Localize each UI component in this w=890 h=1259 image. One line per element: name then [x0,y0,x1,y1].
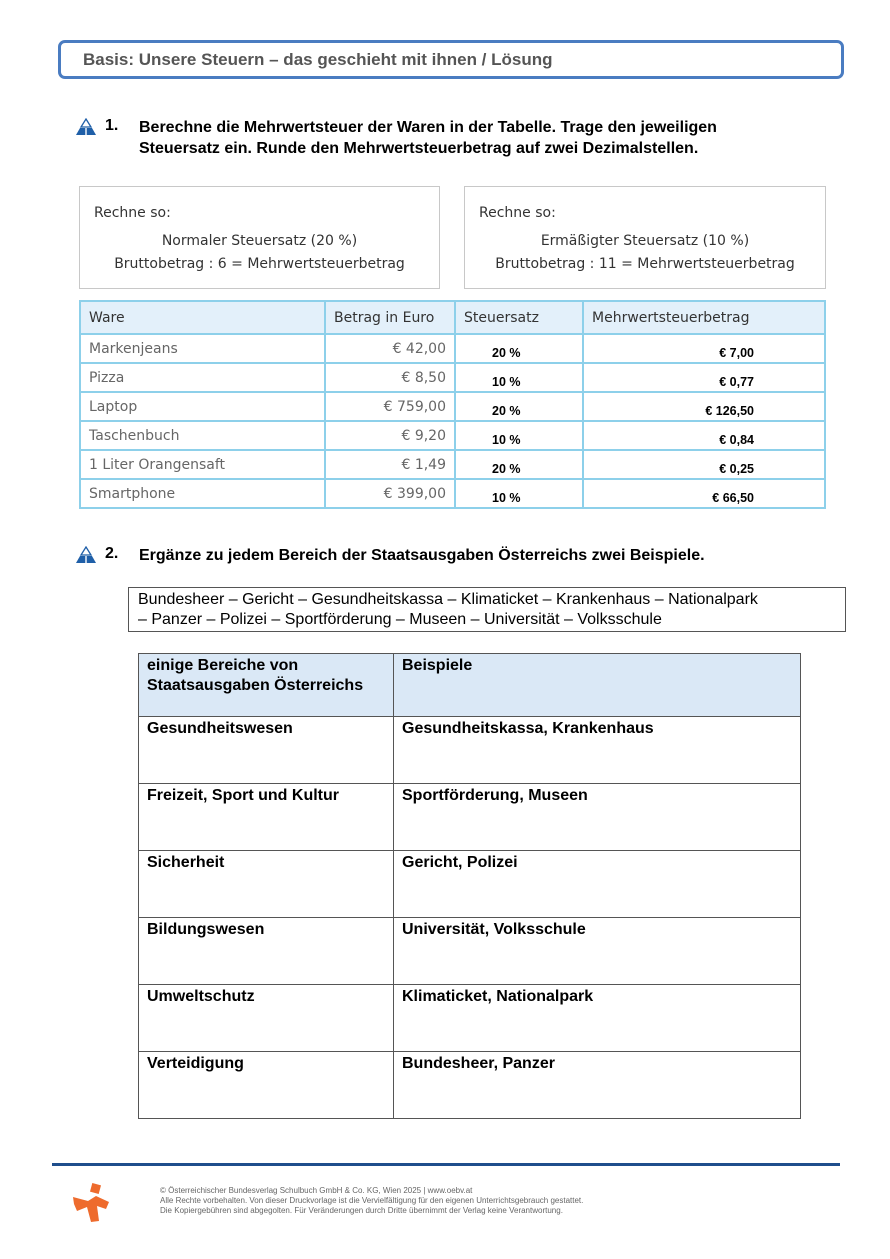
rights-line: Alle Rechte vorbehalten. Von dieser Druckvorlage ist die Vervielfältigung für den eigenen Unterrichtsgebrauch gestattet. [160,1196,584,1205]
column-header-beispiele: Beispiele [394,654,801,717]
table-row [80,421,825,450]
cell-bereich: Freizeit, Sport und Kultur [139,784,394,851]
column-header-betrag: Betrag in Euro [325,301,455,334]
fees-line: Die Kopiergebühren sind abgegolten. Für Veränderungen durch Dritte übernimmt der Verlag keine Verantwortung. [160,1206,563,1215]
table-row [139,985,801,1052]
task-instruction: Berechne die Mehrwertsteuer der Waren in der Tabelle. Trage den jeweiligen Steuersatz ein. Runde den Mehrwertsteuerbetrag auf zwei Dezimalstellen. [139,119,717,157]
table-row [80,479,825,508]
rule-box-rate: Normaler Steuersatz (20 %) [161,233,358,249]
page-title: Basis: Unsere Steuern – das geschieht mit ihnen / Lösung [83,49,553,69]
cell-steuersatz: 20 % [455,392,583,421]
footer-divider [52,1163,840,1166]
rule-box-heading: Rechne so: [479,205,556,221]
cell-ware: Markenjeans [80,334,325,363]
pyramid-level-icon [75,546,97,564]
column-header-bereich: einige Bereiche von Staatsausgaben Österreichs [139,654,394,717]
table-header-row [139,654,801,717]
rule-box-rate: Ermäßigter Steuersatz (10 %) [540,233,750,249]
cell-mwst: € 66,50 [583,479,825,508]
cell-beispiele: Gericht, Polizei [394,851,801,918]
cell-betrag: € 759,00 [325,392,455,421]
cell-bereich: Gesundheitswesen [139,717,394,784]
table-row [139,1052,801,1119]
table-row [80,334,825,363]
cell-beispiele: Bundesheer, Panzer [394,1052,801,1119]
cell-beispiele: Sportförderung, Museen [394,784,801,851]
rule-box-heading: Rechne so: [94,205,171,221]
copyright-notice [160,1186,583,1216]
task-number: 2. [105,545,119,562]
vat-table [79,300,826,509]
cell-betrag: € 42,00 [325,334,455,363]
cell-beispiele: Gesundheitskassa, Krankenhaus [394,717,801,784]
word-bank-line: – Panzer – Polizei – Sportförderung – Museen – Universität – Volksschule [138,611,662,628]
cell-bereich: Verteidigung [139,1052,394,1119]
cell-betrag: € 399,00 [325,479,455,508]
cell-mwst: € 126,50 [583,392,825,421]
cell-betrag: € 9,20 [325,421,455,450]
cell-bereich: Sicherheit [139,851,394,918]
cell-steuersatz: 10 % [455,479,583,508]
word-bank [128,587,846,632]
task-2 [75,545,705,566]
expenditure-areas-table [138,653,801,1119]
task-1 [75,117,799,159]
pyramid-level-icon [75,118,97,136]
cell-ware: Taschenbuch [80,421,325,450]
cell-steuersatz: 10 % [455,421,583,450]
oebv-logo-icon [72,1183,112,1223]
cell-beispiele: Klimaticket, Nationalpark [394,985,801,1052]
table-header-row [80,301,825,334]
table-row [80,450,825,479]
cell-beispiele: Universität, Volksschule [394,918,801,985]
task-number: 1. [105,117,119,134]
cell-steuersatz: 20 % [455,334,583,363]
cell-mwst: € 0,25 [583,450,825,479]
cell-betrag: € 8,50 [325,363,455,392]
table-row [139,851,801,918]
column-header-ware: Ware [80,301,325,334]
cell-betrag: € 1,49 [325,450,455,479]
cell-ware: Smartphone [80,479,325,508]
cell-mwst: € 7,00 [583,334,825,363]
rule-box-formula: Bruttobetrag : 6 = Mehrwertsteuerbetrag [114,256,405,272]
cell-mwst: € 0,77 [583,363,825,392]
word-bank-line: Bundesheer – Gericht – Gesundheitskassa – Klimaticket – Krankenhaus – Nationalpark [138,591,758,608]
cell-steuersatz: 10 % [455,363,583,392]
copyright-line: © Österreichischer Bundesverlag Schulbuch GmbH & Co. KG, Wien 2025 | www.oebv.at [160,1186,473,1195]
cell-bereich: Bildungswesen [139,918,394,985]
cell-bereich: Umweltschutz [139,985,394,1052]
rule-box-reduced-rate [464,186,826,289]
table-row [80,392,825,421]
rule-box-formula: Bruttobetrag : 11 = Mehrwertsteuerbetrag [495,256,795,272]
page-title-box [58,40,844,79]
cell-ware: Pizza [80,363,325,392]
table-row [80,363,825,392]
table-row [139,717,801,784]
table-row [139,784,801,851]
table-row [139,918,801,985]
cell-ware: Laptop [80,392,325,421]
column-header-steuersatz: Steuersatz [455,301,583,334]
cell-mwst: € 0,84 [583,421,825,450]
column-header-mwst: Mehrwertsteuerbetrag [583,301,825,334]
rule-box-normal-rate [79,186,440,289]
cell-ware: 1 Liter Orangensaft [80,450,325,479]
task-instruction: Ergänze zu jedem Bereich der Staatsausgaben Österreichs zwei Beispiele. [139,547,705,564]
cell-steuersatz: 20 % [455,450,583,479]
